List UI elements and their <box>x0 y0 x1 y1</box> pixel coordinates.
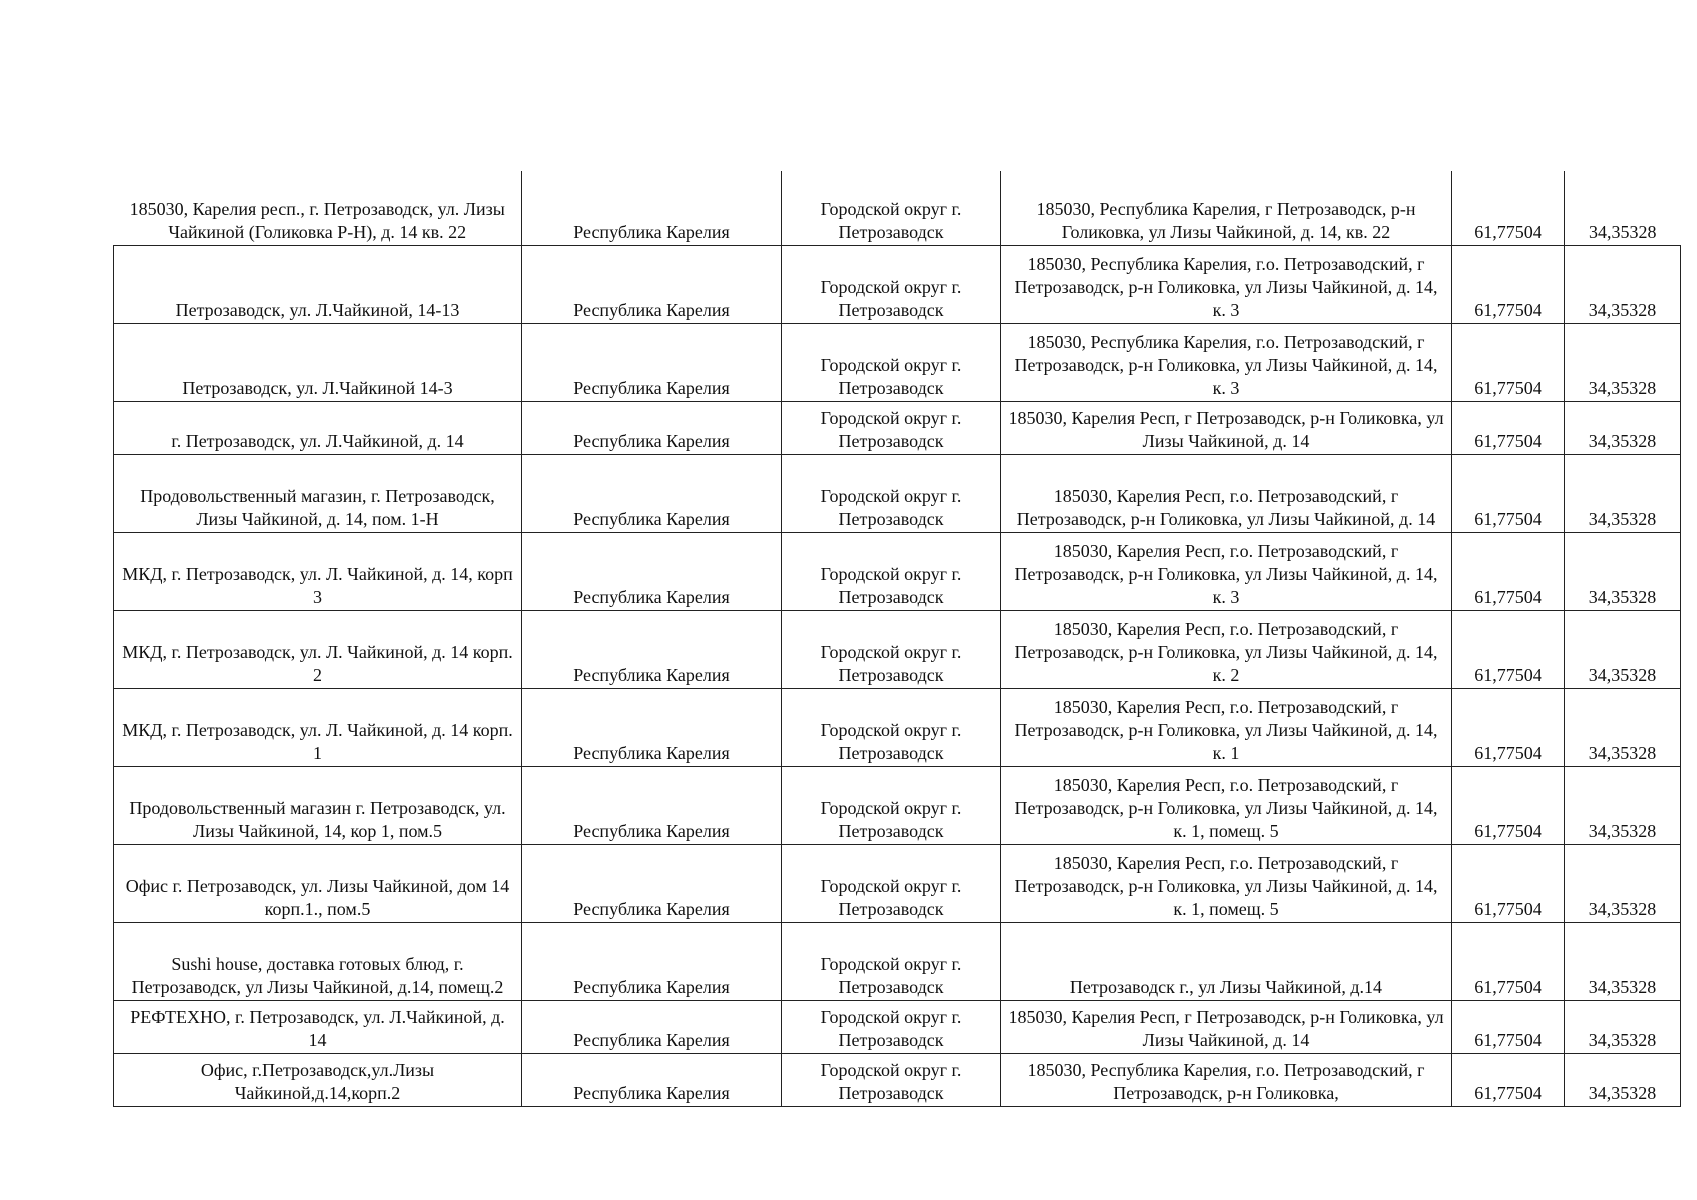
address-table <box>113 171 1681 1107</box>
cell-district: Городской округ г. Петрозаводск <box>782 767 1001 845</box>
cell-district: Городской округ г. Петрозаводск <box>782 1001 1001 1054</box>
table-row <box>114 324 1681 402</box>
cell-latitude: 61,77504 <box>1452 767 1565 845</box>
cell-longitude: 34,35328 <box>1565 689 1681 767</box>
cell-object-name: МКД, г. Петрозаводск, ул. Л. Чайкиной, д. 14 корп. 1 <box>114 689 522 767</box>
cell-longitude: 34,35328 <box>1565 923 1681 1001</box>
cell-address: 185030, Республика Карелия, г.о. Петрозаводский, г Петрозаводск, р-н Голиковка, ул Лизы Чайкиной, д. 14, к. 3 <box>1001 324 1452 402</box>
cell-address: 185030, Республика Карелия, г.о. Петрозаводский, г Петрозаводск, р-н Голиковка, <box>1001 1054 1452 1107</box>
table-row <box>114 689 1681 767</box>
cell-district: Городской округ г. Петрозаводск <box>782 455 1001 533</box>
table-row <box>114 1054 1681 1107</box>
cell-object-name: Продовольственный магазин г. Петрозаводск, ул. Лизы Чайкиной, 14, кор 1, пом.5 <box>114 767 522 845</box>
cell-longitude: 34,35328 <box>1565 402 1681 455</box>
cell-address: 185030, Карелия Респ, г Петрозаводск, р-н Голиковка, ул Лизы Чайкиной, д. 14 <box>1001 402 1452 455</box>
cell-region: Республика Карелия <box>522 689 782 767</box>
cell-longitude: 34,35328 <box>1565 324 1681 402</box>
table-row <box>114 767 1681 845</box>
cell-longitude: 34,35328 <box>1565 171 1681 246</box>
cell-region: Республика Карелия <box>522 923 782 1001</box>
cell-region: Республика Карелия <box>522 533 782 611</box>
cell-latitude: 61,77504 <box>1452 533 1565 611</box>
cell-object-name: Продовольственный магазин, г. Петрозаводск, Лизы Чайкиной, д. 14, пом. 1-Н <box>114 455 522 533</box>
cell-region: Республика Карелия <box>522 611 782 689</box>
cell-address: 185030, Карелия Респ, г.о. Петрозаводский, г Петрозаводск, р-н Голиковка, ул Лизы Чайкиной, д. 14, к. 3 <box>1001 533 1452 611</box>
table-row <box>114 611 1681 689</box>
cell-latitude: 61,77504 <box>1452 171 1565 246</box>
cell-latitude: 61,77504 <box>1452 611 1565 689</box>
cell-object-name: МКД, г. Петрозаводск, ул. Л. Чайкиной, д. 14 корп. 2 <box>114 611 522 689</box>
table-row <box>114 1001 1681 1054</box>
cell-region: Республика Карелия <box>522 1054 782 1107</box>
cell-object-name: Офис г. Петрозаводск, ул. Лизы Чайкиной, дом 14 корп.1., пом.5 <box>114 845 522 923</box>
cell-longitude: 34,35328 <box>1565 533 1681 611</box>
cell-address: 185030, Карелия Респ, г.о. Петрозаводский, г Петрозаводск, р-н Голиковка, ул Лизы Чайкиной, д. 14, к. 1 <box>1001 689 1452 767</box>
cell-address: 185030, Карелия Респ, г.о. Петрозаводский, г Петрозаводск, р-н Голиковка, ул Лизы Чайкиной, д. 14, к. 1, помещ. 5 <box>1001 845 1452 923</box>
cell-latitude: 61,77504 <box>1452 324 1565 402</box>
cell-address: 185030, Республика Карелия, г Петрозаводск, р-н Голиковка, ул Лизы Чайкиной, д. 14, кв. 22 <box>1001 171 1452 246</box>
cell-object-name: РЕФТЕХНО, г. Петрозаводск, ул. Л.Чайкиной, д. 14 <box>114 1001 522 1054</box>
cell-longitude: 34,35328 <box>1565 455 1681 533</box>
cell-district: Городской округ г. Петрозаводск <box>782 324 1001 402</box>
cell-district: Городской округ г. Петрозаводск <box>782 845 1001 923</box>
table-row <box>114 455 1681 533</box>
cell-longitude: 34,35328 <box>1565 845 1681 923</box>
cell-region: Республика Карелия <box>522 1001 782 1054</box>
cell-latitude: 61,77504 <box>1452 689 1565 767</box>
cell-address: 185030, Карелия Респ, г Петрозаводск, р-н Голиковка, ул Лизы Чайкиной, д. 14 <box>1001 1001 1452 1054</box>
cell-latitude: 61,77504 <box>1452 1054 1565 1107</box>
cell-object-name: Петрозаводск, ул. Л.Чайкиной 14-3 <box>114 324 522 402</box>
table-row <box>114 923 1681 1001</box>
cell-longitude: 34,35328 <box>1565 1054 1681 1107</box>
table-row <box>114 845 1681 923</box>
table-row <box>114 171 1681 246</box>
cell-district: Городской округ г. Петрозаводск <box>782 611 1001 689</box>
cell-latitude: 61,77504 <box>1452 1001 1565 1054</box>
cell-region: Республика Карелия <box>522 402 782 455</box>
cell-district: Городской округ г. Петрозаводск <box>782 246 1001 324</box>
cell-object-name: Sushi house, доставка готовых блюд, г. Петрозаводск, ул Лизы Чайкиной, д.14, помещ.2 <box>114 923 522 1001</box>
cell-address: 185030, Республика Карелия, г.о. Петрозаводский, г Петрозаводск, р-н Голиковка, ул Лизы Чайкиной, д. 14, к. 3 <box>1001 246 1452 324</box>
cell-district: Городской округ г. Петрозаводск <box>782 171 1001 246</box>
cell-object-name: г. Петрозаводск, ул. Л.Чайкиной, д. 14 <box>114 402 522 455</box>
cell-latitude: 61,77504 <box>1452 455 1565 533</box>
cell-region: Республика Карелия <box>522 246 782 324</box>
table-row <box>114 533 1681 611</box>
cell-district: Городской округ г. Петрозаводск <box>782 1054 1001 1107</box>
cell-latitude: 61,77504 <box>1452 845 1565 923</box>
cell-longitude: 34,35328 <box>1565 767 1681 845</box>
table-row <box>114 402 1681 455</box>
cell-longitude: 34,35328 <box>1565 611 1681 689</box>
table-body <box>114 171 1681 1107</box>
cell-region: Республика Карелия <box>522 324 782 402</box>
cell-object-name: 185030, Карелия респ., г. Петрозаводск, ул. Лизы Чайкиной (Голиковка Р-Н), д. 14 кв. 22 <box>114 171 522 246</box>
cell-latitude: 61,77504 <box>1452 246 1565 324</box>
cell-district: Городской округ г. Петрозаводск <box>782 923 1001 1001</box>
cell-object-name: Петрозаводск, ул. Л.Чайкиной, 14-13 <box>114 246 522 324</box>
cell-district: Городской округ г. Петрозаводск <box>782 402 1001 455</box>
cell-longitude: 34,35328 <box>1565 246 1681 324</box>
cell-latitude: 61,77504 <box>1452 923 1565 1001</box>
cell-region: Республика Карелия <box>522 171 782 246</box>
cell-district: Городской округ г. Петрозаводск <box>782 533 1001 611</box>
cell-region: Республика Карелия <box>522 767 782 845</box>
cell-longitude: 34,35328 <box>1565 1001 1681 1054</box>
cell-address: 185030, Карелия Респ, г.о. Петрозаводский, г Петрозаводск, р-н Голиковка, ул Лизы Чайкиной, д. 14, к. 2 <box>1001 611 1452 689</box>
cell-object-name: МКД, г. Петрозаводск, ул. Л. Чайкиной, д. 14, корп 3 <box>114 533 522 611</box>
cell-object-name: Офис, г.Петрозаводск,ул.Лизы Чайкиной,д.14,корп.2 <box>114 1054 522 1107</box>
cell-address: 185030, Карелия Респ, г.о. Петрозаводский, г Петрозаводск, р-н Голиковка, ул Лизы Чайкиной, д. 14 <box>1001 455 1452 533</box>
cell-address: 185030, Карелия Респ, г.о. Петрозаводский, г Петрозаводск, р-н Голиковка, ул Лизы Чайкиной, д. 14, к. 1, помещ. 5 <box>1001 767 1452 845</box>
cell-region: Республика Карелия <box>522 455 782 533</box>
cell-latitude: 61,77504 <box>1452 402 1565 455</box>
cell-address: Петрозаводск г., ул Лизы Чайкиной, д.14 <box>1001 923 1452 1001</box>
cell-district: Городской округ г. Петрозаводск <box>782 689 1001 767</box>
cell-region: Республика Карелия <box>522 845 782 923</box>
table-row <box>114 246 1681 324</box>
